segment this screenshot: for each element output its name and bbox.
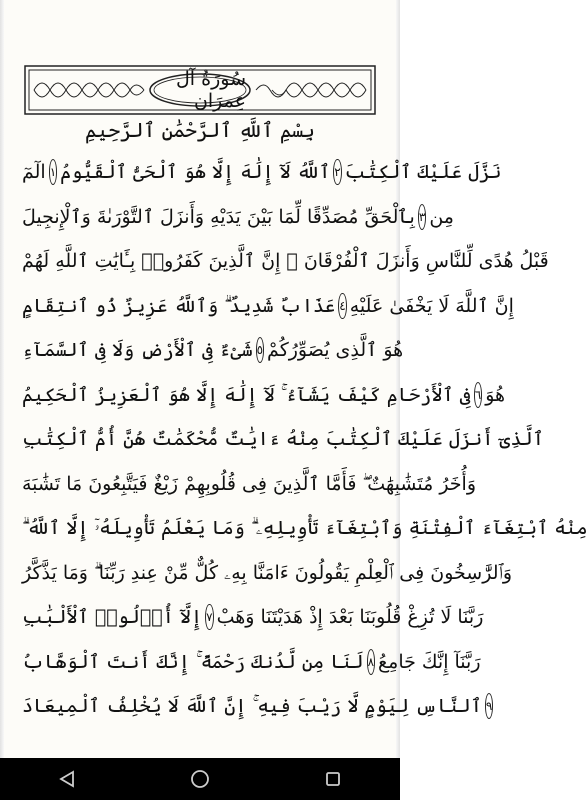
verse-line[interactable] <box>22 462 476 507</box>
verse-text[interactable]: هُوَ ٱلَّذِى يُصَوِّرُكُمْ <box>267 339 404 362</box>
verse-line[interactable] <box>22 595 484 640</box>
verse-text[interactable]: ٱللَّهُ لَآ إِلَٰهَ إِلَّا هُوَ ٱلْحَىُّ ٱلْقَيُّومُ <box>60 161 331 184</box>
verse-line[interactable] <box>22 195 454 240</box>
back-triangle-icon <box>58 770 76 788</box>
verse-line[interactable] <box>22 373 506 418</box>
ayah-number-marker[interactable]: ٧ <box>205 604 213 630</box>
android-nav-bar <box>0 758 400 800</box>
recents-button[interactable] <box>313 759 353 799</box>
ayah-number-marker[interactable]: ٤ <box>338 293 346 319</box>
ayah-number-marker[interactable]: ٦ <box>474 382 482 408</box>
verse-line[interactable] <box>22 150 502 195</box>
page-edge-left <box>0 0 4 758</box>
verse-text[interactable]: شَىْءٌ فِى ٱلْأَرْضِ وَلَا فِى ٱلسَّمَآءِ <box>22 339 253 362</box>
verse-text[interactable]: لَنَا مِن لَّدُنكَ رَحْمَةً ۚ إِنَّكَ أَنتَ ٱلْوَهَّابُ <box>22 650 364 673</box>
verse-line[interactable] <box>22 506 588 551</box>
verse-text[interactable]: هُوَ <box>485 383 506 406</box>
verse-line[interactable] <box>22 640 481 685</box>
verse-text[interactable]: الٓمٓ <box>22 161 46 184</box>
verse-line[interactable] <box>22 417 544 462</box>
verse-lines[interactable] <box>22 150 588 729</box>
verse-text[interactable]: قَبْلُ هُدًى لِّلنَّاسِ وَأَنزَلَ ٱلْفُرْقَانَ ۗ إِنَّ ٱلَّذِينَ كَفَرُوا۟ بِـَٔايَٰتِ ٱللَّهِ لَهُمْ <box>22 250 549 273</box>
verse-text[interactable]: وَأُخَرُ مُتَشَٰبِهَٰتٌ ۖ فَأَمَّا ٱلَّذِينَ فِى قُلُوبِهِمْ زَيْغٌ فَيَتَّبِعُونَ مَا تَشَٰبَهَ <box>22 472 476 495</box>
verse-text[interactable]: نَزَّلَ عَلَيْكَ ٱلْكِتَٰبَ <box>344 161 502 184</box>
verse-text[interactable]: فِى ٱلْأَرْحَامِ كَيْفَ يَشَآءُ ۚ لَآ إِلَٰهَ إِلَّا هُوَ ٱلْعَزِيزُ ٱلْحَكِيمُ <box>22 383 471 406</box>
basmala: بِسْمِ ٱللَّهِ ٱلرَّحْمَٰنِ ٱلرَّحِيمِ <box>84 118 315 142</box>
verse-text[interactable]: رَبَّنَآ إِنَّكَ جَامِعُ <box>378 650 481 673</box>
verse-line[interactable] <box>22 239 549 284</box>
ayah-number-marker[interactable]: ٥ <box>256 337 264 363</box>
back-button[interactable] <box>47 759 87 799</box>
verse-line[interactable] <box>22 684 493 729</box>
home-circle-icon <box>190 769 210 789</box>
verse-text[interactable]: مِن <box>429 205 454 228</box>
surah-header <box>24 65 376 115</box>
ayah-number-marker[interactable]: ٢ <box>333 159 341 185</box>
verse-text[interactable]: إِنَّ ٱللَّهَ لَا يَخْفَىٰ عَلَيْهِ <box>349 294 514 317</box>
verse-line[interactable] <box>22 284 514 329</box>
ayah-number-marker[interactable]: ٨ <box>367 649 375 675</box>
ayah-number-marker[interactable]: ١ <box>49 159 57 185</box>
verse-text[interactable]: مِنْهُ ٱبْتِغَآءَ ٱلْفِتْنَةِ وَٱبْتِغَآءَ تَأْوِيلِهِۦ ۗ وَمَا يَعْلَمُ تَأْوِيلَهُۥٓ إِلَّا ٱللَّهُ ۗ <box>22 517 588 540</box>
verse-text[interactable]: رَبَّنَا لَا تُزِغْ قُلُوبَنَا بَعْدَ إِذْ هَدَيْتَنَا وَهَبْ <box>216 606 484 629</box>
verse-line[interactable] <box>22 551 513 596</box>
page-edge-right <box>396 0 400 758</box>
verse-text[interactable]: ٱلنَّاسِ لِيَوْمٍ لَّا رَيْبَ فِيهِ ۚ إِنَّ ٱللَّهَ لَا يُخْلِفُ ٱلْمِيعَادَ <box>22 695 482 718</box>
verse-text[interactable]: ٱلَّذِىٓ أَنزَلَ عَلَيْكَ ٱلْكِتَٰبَ مِنْهُ ءَايَٰتٌ مُّحْكَمَٰتٌ هُنَّ أُمُّ ٱلْكِتَٰبِ <box>22 428 544 451</box>
ayah-number-marker[interactable]: ٩ <box>485 693 493 719</box>
recents-square-icon <box>324 770 342 788</box>
surah-title: سُورَةُ آل عِمرَان <box>176 68 246 112</box>
verse-text[interactable]: وَٱلرَّٰسِخُونَ فِى ٱلْعِلْمِ يَقُولُونَ ءَامَنَّا بِهِۦ كُلٌّ مِّنْ عِندِ رَبِّنَا ۗ وَمَا يَذَّكَّرُ <box>22 561 513 584</box>
verse-text[interactable]: إِلَّآ أُو۟لُوا۟ ٱلْأَلْبَٰبِ <box>22 606 203 629</box>
verse-text[interactable]: بِٱلْحَقِّ مُصَدِّقًا لِّمَا بَيْنَ يَدَيْهِ وَأَنزَلَ ٱلتَّوْرَىٰةَ وَٱلْإِنجِيلَ <box>22 205 415 228</box>
verse-text[interactable]: عَذَابٌ شَدِيدٌ ۗ وَٱللَّهُ عَزِيزٌ ذُو ٱنتِقَامٍ <box>22 294 336 317</box>
home-button[interactable] <box>180 759 220 799</box>
ayah-number-marker[interactable]: ٣ <box>418 204 426 230</box>
verse-line[interactable] <box>22 328 404 373</box>
